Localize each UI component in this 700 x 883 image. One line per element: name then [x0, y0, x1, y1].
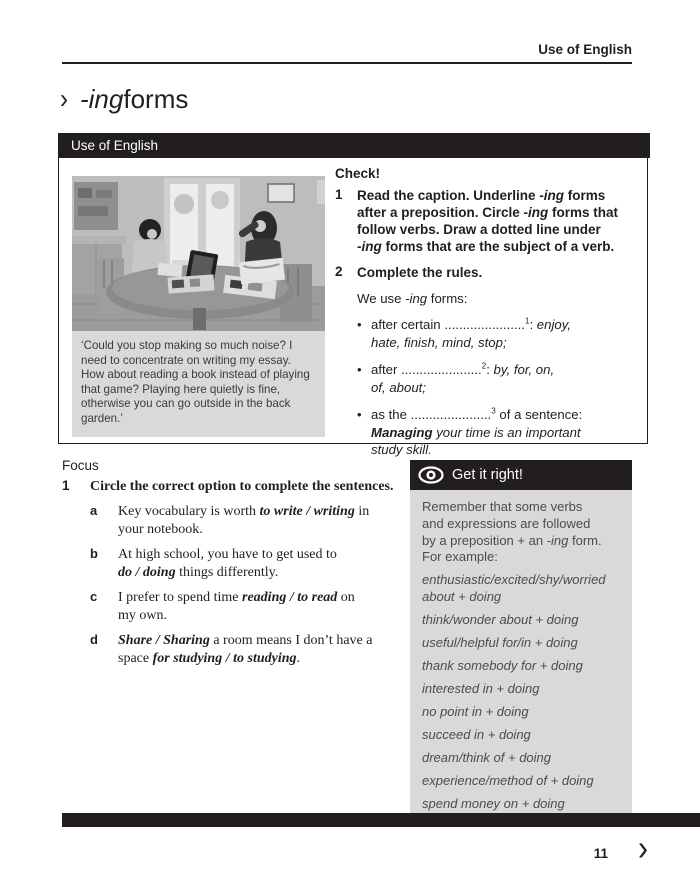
item-text: At high school, you have to get used to do / doing things differently. [118, 547, 337, 580]
eye-icon [418, 466, 444, 484]
chevron-right-icon: › [60, 83, 68, 115]
item-letter: d [90, 632, 98, 647]
check-item-1 [335, 187, 635, 255]
focus-heading: Focus [62, 458, 99, 473]
photo-caption: ‘Could you stop making so much noise? I need to concentrate on writing my essay. How about reading a book instead of playing that game? Playing here quietly is fine, otherwise you can go outside in the back garden.’ [72, 331, 325, 437]
item-letter: b [90, 546, 98, 561]
get-it-right-title: Get it right! [452, 467, 523, 483]
bullet-icon: • [357, 362, 362, 377]
item-text: Key vocabulary is worth to write / writing in your notebook. [118, 504, 370, 537]
gir-list-item: useful/helpful for/in + doing [422, 635, 578, 651]
focus-section [62, 458, 402, 675]
rule-bullet-text: as the ......................$^3$ of a sentence: Managing your time is an important study skill. [371, 406, 583, 457]
check-item-text: Complete the rules. [357, 265, 483, 280]
exercise-instruction: Circle the correct option to complete the sentences. [90, 479, 394, 494]
gir-list-item: dream/think of + doing [422, 750, 551, 766]
title-rest-part: forms [123, 84, 189, 114]
get-it-right-body [410, 490, 632, 825]
exercise-number: 1 [62, 478, 70, 493]
item-letter: a [90, 503, 98, 518]
box-header-label: Use of English [58, 133, 650, 158]
bullet-icon: • [357, 407, 362, 422]
rule-bullet-1 [357, 316, 635, 351]
gir-list-item: think/wonder about + doing [422, 612, 579, 628]
page-title [60, 84, 188, 115]
next-page-chevron-icon[interactable]: › [638, 828, 648, 869]
focus-item-b [90, 546, 402, 582]
get-it-right-box [410, 460, 632, 825]
get-it-right-header [410, 460, 632, 490]
use-of-english-box [58, 133, 648, 457]
running-header: Use of English [538, 42, 632, 57]
check-heading: Check! [335, 166, 381, 181]
check-item-number: 1 [335, 187, 343, 202]
get-it-right-intro: Remember that some verbs and expressions are followed by a preposition + an -ing form. For example: [422, 499, 602, 565]
gir-list-item: no point in + doing [422, 704, 529, 720]
focus-item-d [90, 632, 402, 668]
footer-bar [62, 813, 700, 827]
focus-exercise-1 [62, 478, 402, 495]
title-italic-part: -ing [80, 84, 124, 114]
kitchen-photo [72, 176, 325, 331]
rule-bullet-text: after ......................$^2$: by, for, on, of, about; [371, 361, 555, 395]
kitchen-photo-illustration [72, 176, 325, 331]
gir-list-item: experience/method of + doing [422, 773, 594, 789]
rule-bullet-3 [357, 406, 635, 459]
item-letter: c [90, 589, 98, 604]
check-section [335, 166, 635, 469]
gir-list-item: enthusiastic/excited/shy/worried about + doing [422, 572, 606, 605]
bullet-icon: • [357, 317, 362, 332]
item-text: Share / Sharing a room means I don’t have a space for studying / to studying. [118, 633, 373, 666]
check-item-text: Read the caption. Underline -ing forms after a preposition. Circle -ing forms that follow verbs. Draw a dotted line under -ing forms that are the subject of a verb. [357, 188, 619, 254]
item-text: I prefer to spend time reading / to read on my own. [118, 590, 355, 623]
gir-list-item: spend money on + doing [422, 796, 565, 812]
page-number: 11 [593, 846, 608, 861]
check-item-2 [335, 264, 635, 281]
gir-list-item: interested in + doing [422, 681, 540, 697]
focus-item-a [90, 503, 402, 539]
rules-intro: We use -ing forms: [357, 291, 468, 306]
gir-list-item: succeed in + doing [422, 727, 531, 743]
focus-item-c [90, 589, 402, 625]
header-rule [62, 62, 632, 64]
gir-list-item: thank somebody for + doing [422, 658, 583, 674]
check-item-number: 2 [335, 264, 343, 279]
rule-bullet-text: after certain ......................$^1$: enjoy, hate, finish, mind, stop; [371, 316, 572, 350]
rule-bullet-2 [357, 361, 635, 396]
